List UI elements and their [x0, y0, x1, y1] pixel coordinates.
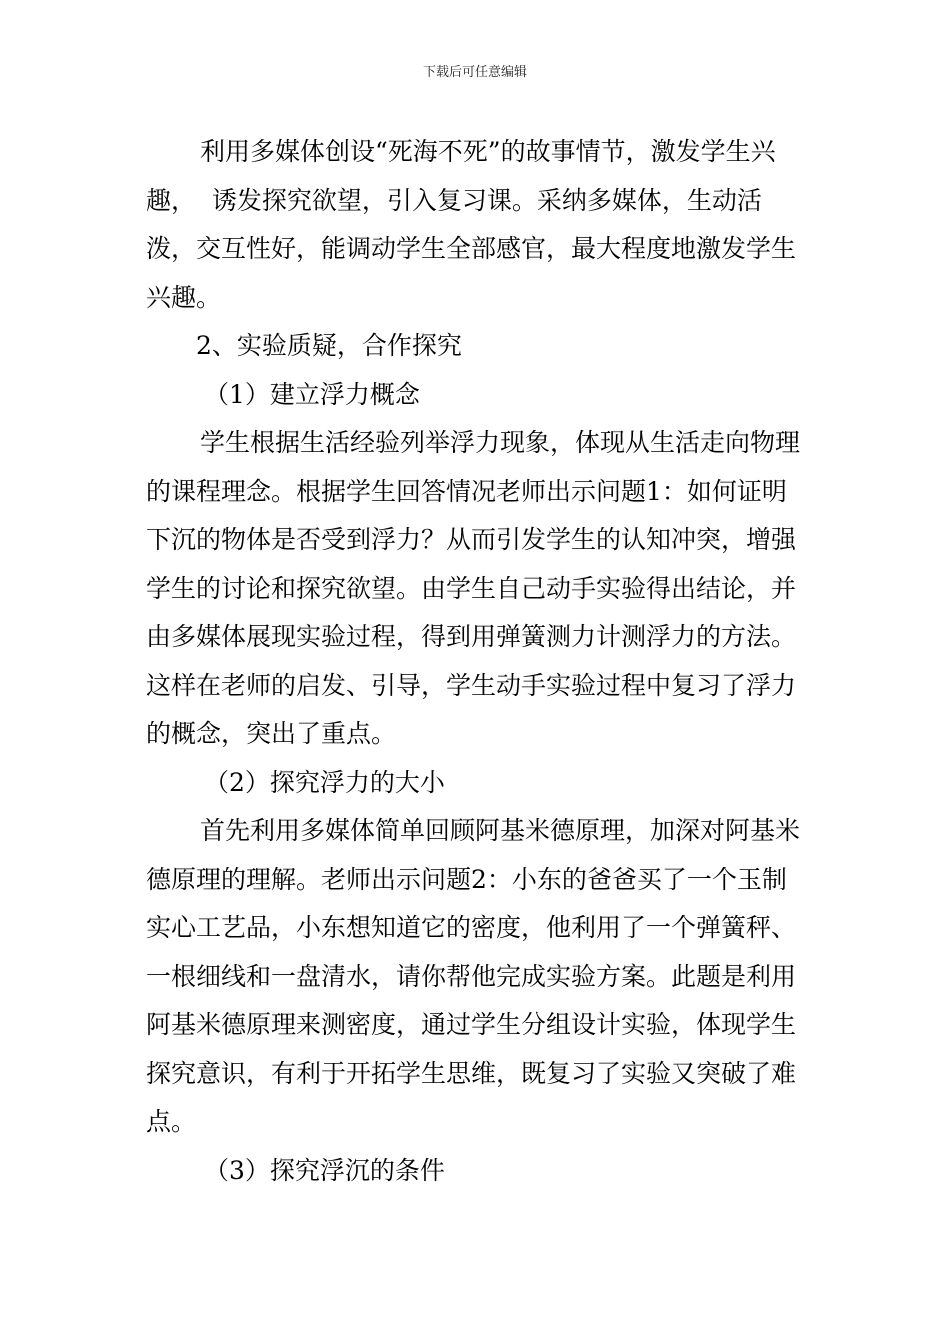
subheading-1: （1）建立浮力概念 — [204, 379, 420, 409]
page-header: 下载后可任意编辑 — [422, 65, 527, 80]
paragraph-buoyancy-size: 首先利用多媒体简单回顾阿基米德原理，加深对阿基米德原理的理解。老师出示问题2：小东的爸爸买了一个玉制实心工艺品，小东想知道它的密度，他利用了一个弹簧秤、一根细线和一盘清水，请你帮他完成实验方案。此题是利用阿基米德原理来测密度，通过学生分组设计实验，体现学生探究意识，有利于开拓学生思维，既复习了实验又突破了难点。 — [146, 816, 801, 1136]
subheading-2: （2）探究浮力的大小 — [204, 767, 445, 797]
paragraph-intro: 利用多媒体创设“死海不死”的故事情节，激发学生兴趣， 诱发探究欲望，引入复习课。采纳多媒体，生动活泼，交互性好，能调动学生全部感官，最大程度地激发学生兴趣。 — [146, 137, 797, 312]
section-heading-2: 2、实验质疑，合作探究 — [196, 331, 462, 360]
paragraph-buoyancy-concept: 学生根据生活经验列举浮力现象，体现从生活走向物理的课程理念。根据学生回答情况老师出示问题1：如何证明下沉的物体是否受到浮力？从而引发学生的认知冲突，增强学生的讨论和探究欲望。由学生自己动手实验得出结论，并由多媒体展现实验过程，得到用弹簧测力计测浮力的方法。这样在老师的启发、引导，学生动手实验过程中复习了浮力的概念，突出了重点。 — [146, 428, 801, 748]
document-body — [146, 128, 806, 1195]
subheading-3: （3）探究浮沉的条件 — [204, 1155, 445, 1185]
